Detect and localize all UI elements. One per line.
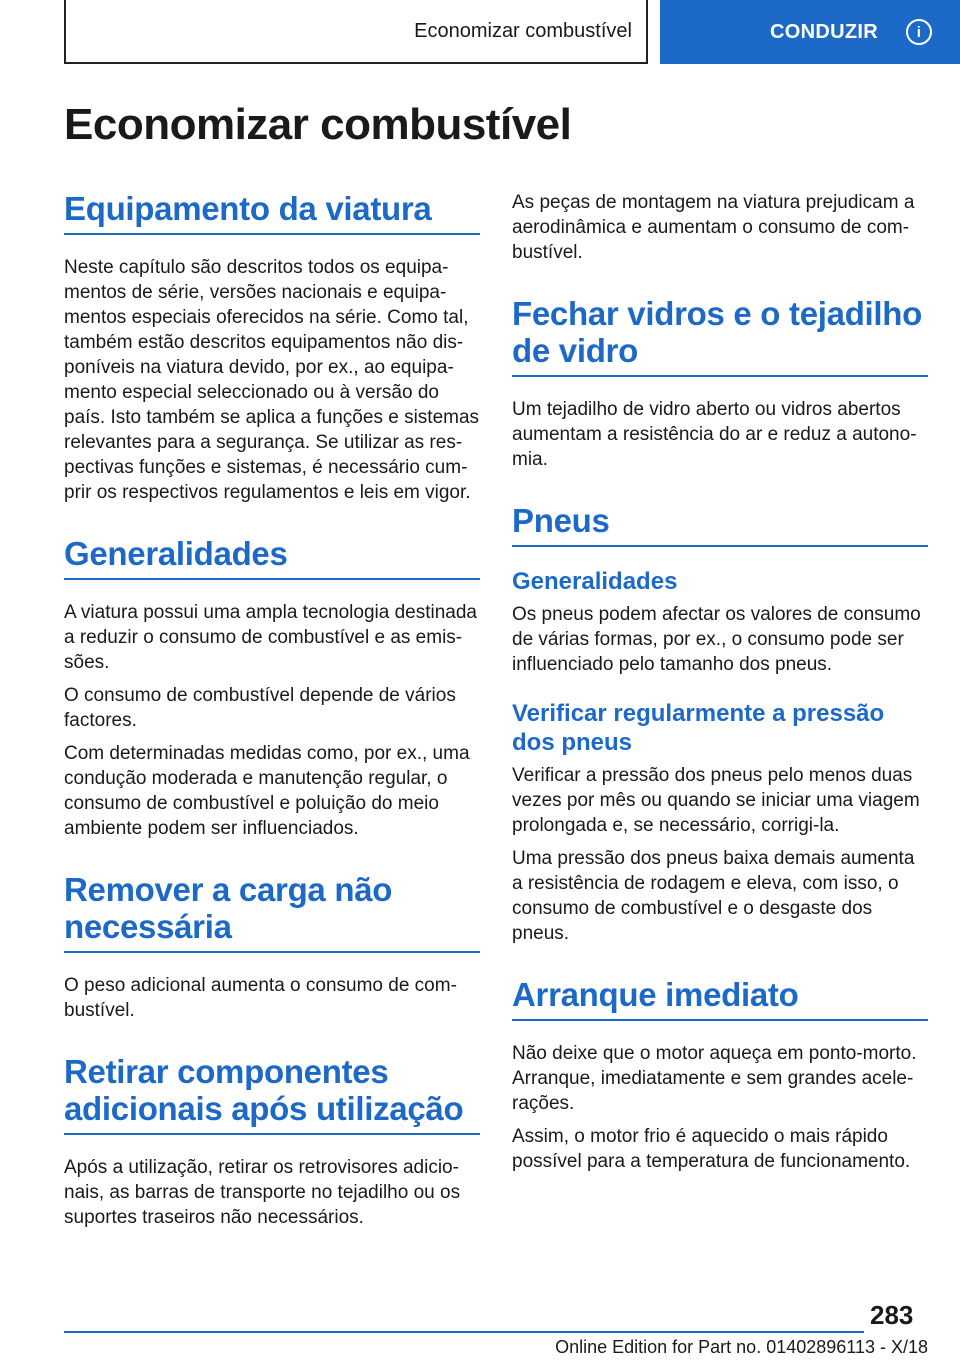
section-title-tyres: Pneus	[512, 502, 928, 547]
paragraph: As peças de montagem na viatura prejudicam a aerodinâmica e aumentam o consumo de combustível.	[512, 192, 915, 263]
paragraph: Não deixe que o motor aqueça em ponto-morto. Arranque, imediatamente e sem grandes acelerações.	[512, 1043, 917, 1114]
paragraph: Uma pressão dos pneus baixa demais aumenta a resistência de rodagem e eleva, com isso, o consumo de combustível e o desgaste dos pneus.	[512, 848, 915, 944]
right-column	[512, 190, 928, 1182]
page-title: Economizar combustível	[64, 100, 572, 149]
page-number: 283	[870, 1300, 914, 1330]
paragraph: Os pneus podem afectar os valores de consumo de várias formas, por ex., o consumo pode ser influenciado pelo tamanho dos pneus.	[512, 604, 921, 675]
section-title-close-windows: Fechar vidros e o tejadilho de vidro	[512, 295, 928, 377]
header-section-tab	[64, 0, 648, 64]
section-title-immediate-start: Arranque imediato	[512, 976, 928, 1021]
footer-edition: Online Edition for Part no. 01402896113 - X/18	[555, 1337, 928, 1357]
section-title-remove-load: Remover a carga não necessária	[64, 871, 480, 953]
paragraph: Com determinadas medidas como, por ex., uma condução moderada e manutenção regular, o consumo de combustível e poluição do meio ambiente podem ser influenciados.	[64, 743, 470, 839]
subsection-title-tyre-pressure: Verificar regularmente a pressão dos pneus	[512, 700, 885, 756]
section-title-general: Generalidades	[64, 535, 480, 580]
paragraph: O consumo de combustível depende de vários factores.	[64, 685, 456, 731]
paragraph: Após a utilização, retirar os retrovisores adicionais, as barras de transporte no tejadilho ou os suportes traseiros não necessários.	[64, 1157, 461, 1228]
info-icon: i	[906, 19, 932, 45]
footer-divider	[64, 1331, 864, 1333]
subsection-title-tyres-general: Generalidades	[512, 568, 678, 595]
section-title-equipment: Equipamento da viatura	[64, 190, 480, 235]
paragraph: Um tejadilho de vidro aberto ou vidros abertos aumentam a resistência do ar e reduz a autonomia.	[512, 399, 917, 470]
section-title-remove-components: Retirar componentes adicionais após utilização	[64, 1053, 480, 1135]
header-chapter-tab	[660, 0, 960, 64]
paragraph: Assim, o motor frio é aquecido o mais rápido possível para a temperatura de funcionamento.	[512, 1126, 911, 1172]
header-chapter-title: CONDUZIR	[770, 20, 878, 43]
left-column	[64, 190, 480, 1238]
header-section-title: Economizar combustível	[414, 19, 632, 42]
paragraph: O peso adicional aumenta o consumo de combustível.	[64, 975, 457, 1021]
paragraph: Neste capítulo são descritos todos os equipamentos de série, versões nacionais e equipamentos especiais oferecidos na série. Como tal, também estão descritos equipamentos não disponíveis na viatura devido, por ex., ao equipamento especial seleccionado ou à versão do país. Isto também se aplica a funções e sistemas relevantes para a segurança. Se utilizar as respectivas funções e sistemas, é necessário cumprir os respectivos regulamentos e leis em vigor.	[64, 257, 480, 503]
paragraph: A viatura possui uma ampla tecnologia destinada a reduzir o consumo de combustível e as emissões.	[64, 602, 477, 673]
paragraph: Verificar a pressão dos pneus pelo menos duas vezes por mês ou quando se iniciar uma viagem prolongada e, se necessário, corrigi-la.	[512, 765, 920, 836]
